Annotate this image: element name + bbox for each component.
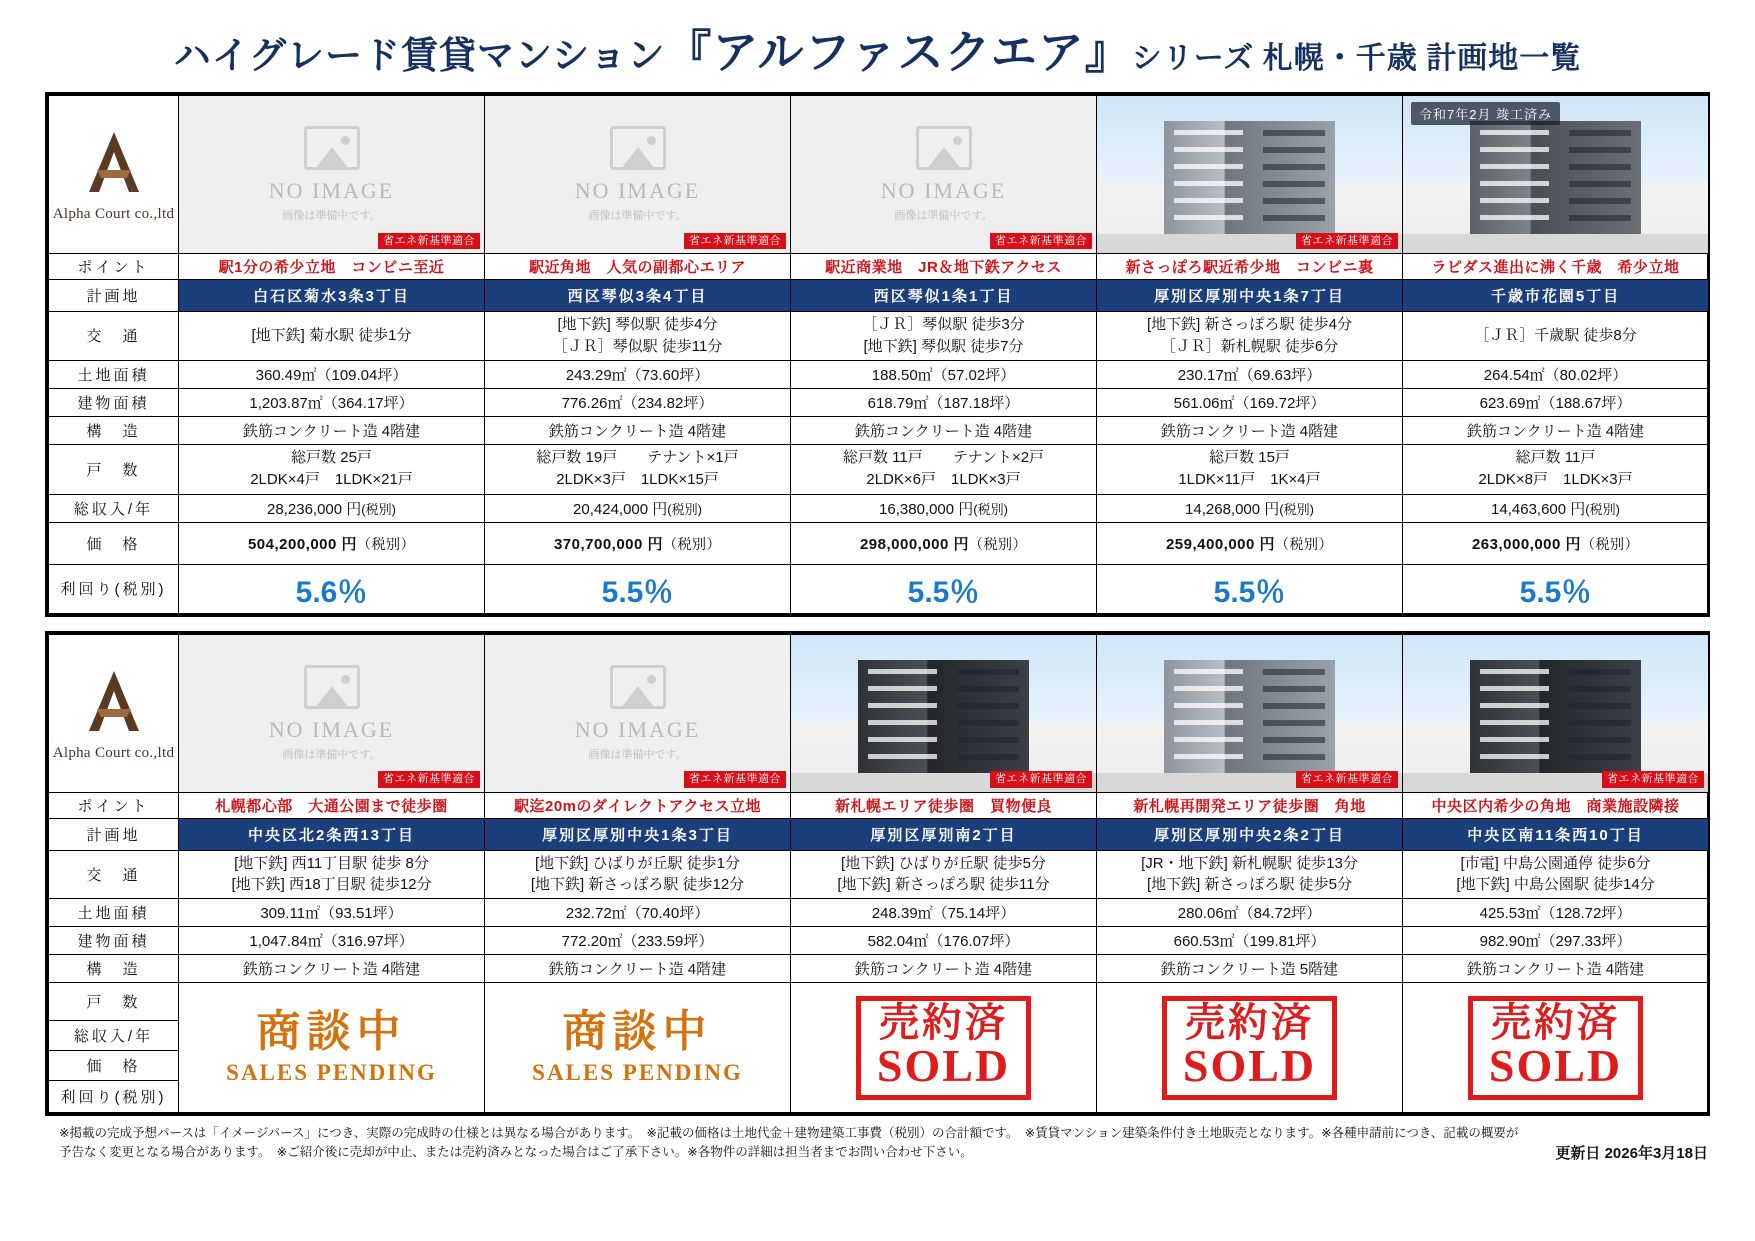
eco-badge: 省エネ新基準適合 — [1602, 771, 1704, 787]
no-image-title: NO IMAGE — [880, 178, 1007, 203]
row-label-income: 総収入/年 — [49, 494, 179, 522]
plan-10: 中央区南11条西10丁目 — [1403, 818, 1709, 850]
company-logo — [49, 96, 179, 254]
building-6: 1,047.84㎡（316.97坪） — [179, 927, 485, 955]
eco-badge: 省エネ新基準適合 — [378, 771, 480, 787]
point-3: 駅近商業地 JR＆地下鉄アクセス — [791, 254, 1097, 280]
income-3 — [791, 494, 1097, 522]
property-image-3 — [791, 96, 1097, 254]
property-image-10 — [1403, 634, 1709, 792]
price-value: 298,000,000 円 — [859, 535, 970, 553]
units-detail: 2LDK×4戸 1LDK×21戸 — [250, 471, 413, 488]
access-6 — [179, 850, 485, 899]
yield-1 — [179, 564, 485, 613]
yield-row — [49, 564, 1709, 613]
building-1: 1,203.87㎡（364.17坪） — [179, 388, 485, 416]
image-row — [49, 634, 1709, 792]
row-label-point: ポイント — [49, 254, 179, 280]
land-area-row — [49, 360, 1709, 388]
building-area-row — [49, 388, 1709, 416]
title-part-2: 『アルファスクエア』 — [665, 27, 1132, 78]
income-row — [49, 494, 1709, 522]
eco-badge: 省エネ新基準適合 — [684, 233, 786, 249]
image-placeholder-icon — [916, 126, 972, 170]
income-value: 14,268,000 円 — [1185, 500, 1280, 518]
price-row — [49, 522, 1709, 564]
land-5: 264.54㎡（80.02坪） — [1403, 360, 1709, 388]
price-value: 263,000,000 円 — [1471, 535, 1582, 553]
row-label-price: 価 格 — [49, 522, 179, 564]
land-area-row — [49, 899, 1709, 927]
land-10: 425.53㎡（128.72坪） — [1403, 899, 1709, 927]
property-table-top — [45, 92, 1710, 617]
units-5 — [1403, 444, 1709, 494]
structure-3: 鉄筋コンクリート造 4階建 — [791, 416, 1097, 444]
income-tax: (税別) — [973, 501, 1008, 517]
point-6: 札幌都心部 大通公園まで徒歩圏 — [179, 792, 485, 818]
units-row — [49, 983, 1709, 1021]
price-value: 370,700,000 円 — [553, 535, 664, 553]
land-4: 230.17㎡（69.63坪） — [1097, 360, 1403, 388]
units-4 — [1097, 444, 1403, 494]
income-tax: (税別) — [1585, 501, 1620, 517]
structure-6: 鉄筋コンクリート造 4階建 — [179, 955, 485, 983]
yield-value: 5.6 — [295, 575, 338, 609]
row-label-income: 総収入/年 — [49, 1021, 179, 1051]
access-8 — [791, 850, 1097, 899]
eco-badge: 省エネ新基準適合 — [990, 771, 1092, 787]
property-image-6 — [179, 634, 485, 792]
building-area-row — [49, 927, 1709, 955]
row-label-units: 戸 数 — [49, 444, 179, 494]
image-placeholder-icon — [610, 126, 666, 170]
units-total: 総戸数 19戸 テナント×1戸 — [536, 449, 739, 467]
structure-10: 鉄筋コンクリート造 4階建 — [1403, 955, 1709, 983]
no-image-sub: 画像は準備中です。 — [894, 210, 993, 222]
row-label-yield: 利回り(税別) — [49, 1081, 179, 1113]
building-3: 618.79㎡（187.18坪） — [791, 388, 1097, 416]
completed-badge: 令和7年2月 竣工済み — [1411, 102, 1560, 125]
row-label-access: 交 通 — [49, 312, 179, 361]
plan-5: 千歳市花園5丁目 — [1403, 280, 1709, 312]
access-line: ［ＪＲ］千歳駅 徒歩8分 — [1474, 326, 1637, 344]
income-1 — [179, 494, 485, 522]
units-2 — [485, 444, 791, 494]
access-3 — [791, 312, 1097, 361]
plan-7: 厚別区厚別中央1条3丁目 — [485, 818, 791, 850]
access-10 — [1403, 850, 1709, 899]
sales-pending-stamp — [532, 1009, 743, 1085]
sold-jp: 売約済 — [1490, 999, 1620, 1045]
yield-5 — [1403, 564, 1709, 613]
property-image-7 — [485, 634, 791, 792]
access-line: [地下鉄] 西18丁目駅 徒歩12分 — [231, 876, 432, 894]
yield-4 — [1097, 564, 1403, 613]
land-3: 188.50㎡（57.02坪） — [791, 360, 1097, 388]
land-1: 360.49㎡（109.04坪） — [179, 360, 485, 388]
income-5 — [1403, 494, 1709, 522]
plan-9: 厚別区厚別中央2条2丁目 — [1097, 818, 1403, 850]
building-5: 623.69㎡（188.67坪） — [1403, 388, 1709, 416]
income-value: 14,463,600 円 — [1491, 500, 1586, 518]
land-9: 280.06㎡（84.72坪） — [1097, 899, 1403, 927]
eco-badge: 省エネ新基準適合 — [378, 233, 480, 249]
sold-en: SOLD — [876, 1039, 1011, 1091]
point-10: 中央区内希少の角地 商業施設隣接 — [1403, 792, 1709, 818]
yield-unit: ％ — [1255, 575, 1286, 609]
property-image-9 — [1097, 634, 1403, 792]
sold-en: SOLD — [1182, 1039, 1317, 1091]
structure-7: 鉄筋コンクリート造 4階建 — [485, 955, 791, 983]
plan-3: 西区琴似1条1丁目 — [791, 280, 1097, 312]
units-row — [49, 444, 1709, 494]
income-4 — [1097, 494, 1403, 522]
structure-row — [49, 416, 1709, 444]
access-line: [JR・地下鉄] 新札幌駅 徒歩13分 — [1141, 854, 1358, 872]
alpha-logo-icon — [77, 665, 151, 739]
property-image-4 — [1097, 96, 1403, 254]
access-line: ［ＪＲ］琴似駅 徒歩3分 — [862, 316, 1025, 333]
sold-stamp — [1162, 996, 1337, 1100]
status-9 — [1097, 983, 1403, 1113]
yield-unit: ％ — [1561, 575, 1592, 609]
price-value: 259,400,000 円 — [1165, 535, 1276, 553]
access-line: [地下鉄] ひばりが丘駅 徒歩5分 — [840, 854, 1046, 872]
access-line: [地下鉄] 新さっぽろ駅 徒歩4分 — [1146, 316, 1352, 333]
access-2 — [485, 312, 791, 361]
price-1 — [179, 522, 485, 564]
status-10 — [1403, 983, 1709, 1113]
row-label-building: 建物面積 — [49, 388, 179, 416]
land-7: 232.72㎡（70.40坪） — [485, 899, 791, 927]
price-value: 504,200,000 円 — [247, 535, 358, 553]
access-row — [49, 312, 1709, 361]
access-4 — [1097, 312, 1403, 361]
access-1 — [179, 312, 485, 361]
units-detail: 2LDK×3戸 1LDK×15戸 — [556, 471, 719, 488]
access-line: [地下鉄] 中島公園駅 徒歩14分 — [1456, 876, 1655, 894]
land-8: 248.39㎡（75.14坪） — [791, 899, 1097, 927]
access-5 — [1403, 312, 1709, 361]
eco-badge: 省エネ新基準適合 — [1296, 233, 1398, 249]
access-line: [地下鉄] 琴似駅 徒歩7分 — [863, 337, 1024, 355]
footer-notes — [45, 1124, 1710, 1163]
image-placeholder-icon — [304, 665, 360, 709]
no-image-title: NO IMAGE — [574, 178, 701, 203]
structure-9: 鉄筋コンクリート造 5階建 — [1097, 955, 1403, 983]
plan-4: 厚別区厚別中央1条7丁目 — [1097, 280, 1403, 312]
logo-text: Alpha Court co.,ltd — [52, 206, 175, 222]
land-2: 243.29㎡（73.60坪） — [485, 360, 791, 388]
structure-5: 鉄筋コンクリート造 4階建 — [1403, 416, 1709, 444]
no-image-sub: 画像は準備中です。 — [588, 210, 687, 222]
company-logo — [49, 634, 179, 792]
plan-1: 白石区菊水3条3丁目 — [179, 280, 485, 312]
point-8: 新札幌エリア徒歩圏 買物便良 — [791, 792, 1097, 818]
price-5 — [1403, 522, 1709, 564]
point-4: 新さっぽろ駅近希少地 コンビニ裏 — [1097, 254, 1403, 280]
units-1 — [179, 444, 485, 494]
plan-row — [49, 280, 1709, 312]
price-3 — [791, 522, 1097, 564]
access-line: [地下鉄] 西11丁目駅 徒歩 8分 — [234, 854, 429, 872]
units-3 — [791, 444, 1097, 494]
yield-unit: ％ — [337, 575, 368, 609]
property-image-2 — [485, 96, 791, 254]
status-7 — [485, 983, 791, 1113]
row-label-land: 土地面積 — [49, 899, 179, 927]
yield-value: 5.5 — [1213, 575, 1256, 609]
structure-2: 鉄筋コンクリート造 4階建 — [485, 416, 791, 444]
sales-pending-en: SALES PENDING — [532, 1059, 743, 1085]
sales-pending-stamp — [226, 1009, 437, 1085]
yield-value: 5.5 — [601, 575, 644, 609]
row-label-land: 土地面積 — [49, 360, 179, 388]
income-value: 20,424,000 円 — [573, 500, 668, 518]
image-placeholder-icon — [610, 665, 666, 709]
yield-3 — [791, 564, 1097, 613]
structure-row — [49, 955, 1709, 983]
row-label-plan: 計画地 — [49, 818, 179, 850]
price-2 — [485, 522, 791, 564]
income-tax: (税別) — [667, 501, 702, 517]
sold-en: SOLD — [1488, 1039, 1623, 1091]
image-row — [49, 96, 1709, 254]
units-total: 総戸数 15戸 — [1209, 449, 1290, 467]
row-label-structure: 構 造 — [49, 955, 179, 983]
access-line: [市電] 中島公園通停 徒歩6分 — [1460, 854, 1651, 872]
no-image-sub: 画像は準備中です。 — [282, 748, 381, 761]
access-row — [49, 850, 1709, 899]
building-8: 582.04㎡（176.07坪） — [791, 927, 1097, 955]
plan-2: 西区琴似3条4丁目 — [485, 280, 791, 312]
yield-value: 5.5 — [907, 575, 950, 609]
income-tax: (税別) — [1279, 501, 1314, 517]
access-7 — [485, 850, 791, 899]
income-2 — [485, 494, 791, 522]
yield-unit: ％ — [643, 575, 674, 609]
price-4 — [1097, 522, 1403, 564]
point-7: 駅迄20mのダイレクトアクセス立地 — [485, 792, 791, 818]
plan-6: 中央区北2条西13丁目 — [179, 818, 485, 850]
access-line: [地下鉄] 新さっぽろ駅 徒歩11分 — [837, 876, 1050, 894]
units-total: 総戸数 25戸 — [291, 449, 372, 467]
access-9 — [1097, 850, 1403, 899]
building-2: 776.26㎡（234.82坪） — [485, 388, 791, 416]
units-detail: 2LDK×6戸 1LDK×3戸 — [866, 471, 1021, 488]
property-image-1 — [179, 96, 485, 254]
image-placeholder-icon — [304, 126, 360, 170]
sold-jp: 売約済 — [878, 999, 1008, 1045]
income-tax: (税別) — [361, 501, 396, 517]
status-6 — [179, 983, 485, 1113]
eco-badge: 省エネ新基準適合 — [684, 771, 786, 787]
price-tax: （税別） — [663, 535, 722, 552]
price-tax: （税別） — [357, 535, 416, 552]
yield-2 — [485, 564, 791, 613]
yield-unit: ％ — [949, 575, 980, 609]
point-2: 駅近角地 人気の副都心エリア — [485, 254, 791, 280]
access-line: [地下鉄] 新さっぽろ駅 徒歩5分 — [1146, 876, 1352, 894]
building-7: 772.20㎡（233.59坪） — [485, 927, 791, 955]
property-image-8 — [791, 634, 1097, 792]
property-table-bottom — [45, 631, 1710, 1117]
alpha-logo-icon — [77, 126, 151, 200]
point-9: 新札幌再開発エリア徒歩圏 角地 — [1097, 792, 1403, 818]
access-line: ［ＪＲ］新札幌駅 徒歩6分 — [1160, 337, 1339, 355]
title-part-3: シリーズ 札幌・千歳 計画地一覧 — [1131, 42, 1582, 75]
units-total: 総戸数 11戸 — [1515, 449, 1596, 467]
units-detail: 1LDK×11戸 1K×4戸 — [1178, 471, 1321, 488]
structure-4: 鉄筋コンクリート造 4階建 — [1097, 416, 1403, 444]
row-label-building: 建物面積 — [49, 927, 179, 955]
land-6: 309.11㎡（93.51坪） — [179, 899, 485, 927]
eco-badge: 省エネ新基準適合 — [990, 233, 1092, 249]
no-image-sub: 画像は準備中です。 — [588, 748, 687, 761]
price-tax: （税別） — [1275, 535, 1334, 552]
sales-pending-jp: 商談中 — [256, 1007, 407, 1057]
title-part-1: ハイグレード賃貸マンション — [173, 36, 666, 77]
status-8 — [791, 983, 1097, 1113]
access-line: [地下鉄] ひばりが丘駅 徒歩1分 — [534, 854, 740, 872]
disclaimer-text: ※掲載の完成予想パースは「イメージパース」につき、実際の完成時の仕様とは異なる場合があります。 ※記載の価格は土地代金＋建物建築工事費（税別）の合計額です。 ※賃貸マンション建築条件付き土地販売となります。※各種申請前につき、記載の概要が予告なく変更となる場合があります。 ※ご紹介後に売却が中止、または売約済みとなった場合はご了承下さい。※各物件の詳細は担当者までお問い合わせ下さい。 — [59, 1126, 1519, 1160]
point-1: 駅1分の希少立地 コンビニ至近 — [179, 254, 485, 280]
access-line: [地下鉄] 新さっぽろ駅 徒歩12分 — [530, 876, 745, 894]
point-row — [49, 254, 1709, 280]
price-tax: （税別） — [1581, 535, 1640, 552]
plan-8: 厚別区厚別南2丁目 — [791, 818, 1097, 850]
units-detail: 2LDK×8戸 1LDK×3戸 — [1478, 471, 1633, 488]
units-total: 総戸数 11戸 テナント×2戸 — [842, 449, 1045, 467]
sold-jp: 売約済 — [1184, 999, 1314, 1045]
sales-pending-jp: 商談中 — [562, 1007, 713, 1057]
row-label-plan: 計画地 — [49, 280, 179, 312]
page-title — [0, 0, 1755, 92]
structure-8: 鉄筋コンクリート造 4階建 — [791, 955, 1097, 983]
building-10: 982.90㎡（297.33坪） — [1403, 927, 1709, 955]
sold-stamp — [856, 996, 1031, 1100]
no-image-sub: 画像は準備中です。 — [282, 210, 381, 222]
point-5: ラピダス進出に沸く千歳 希少立地 — [1403, 254, 1709, 280]
sold-stamp — [1468, 996, 1643, 1100]
row-label-yield: 利回り(税別) — [49, 564, 179, 613]
row-label-price: 価 格 — [49, 1051, 179, 1081]
updated-date: 更新日 2026年3月18日 — [1555, 1144, 1708, 1162]
plan-row — [49, 818, 1709, 850]
row-label-point: ポイント — [49, 792, 179, 818]
access-line: [地下鉄] 菊水駅 徒歩1分 — [251, 326, 412, 344]
building-4: 561.06㎡（169.72坪） — [1097, 388, 1403, 416]
structure-1: 鉄筋コンクリート造 4階建 — [179, 416, 485, 444]
point-row — [49, 792, 1709, 818]
access-line: ［ＪＲ］琴似駅 徒歩11分 — [552, 337, 723, 355]
no-image-title: NO IMAGE — [574, 716, 701, 742]
no-image-title: NO IMAGE — [268, 716, 395, 742]
row-label-units: 戸 数 — [49, 983, 179, 1021]
row-label-structure: 構 造 — [49, 416, 179, 444]
income-value: 28,236,000 円 — [267, 500, 362, 518]
row-label-access: 交 通 — [49, 850, 179, 899]
income-value: 16,380,000 円 — [879, 500, 974, 518]
sales-pending-en: SALES PENDING — [226, 1059, 437, 1085]
yield-value: 5.5 — [1519, 575, 1562, 609]
property-image-5 — [1403, 96, 1709, 254]
no-image-title: NO IMAGE — [268, 178, 395, 203]
logo-text: Alpha Court co.,ltd — [52, 744, 175, 761]
eco-badge: 省エネ新基準適合 — [1296, 771, 1398, 787]
access-line: [地下鉄] 琴似駅 徒歩4分 — [557, 316, 718, 333]
building-9: 660.53㎡（199.81坪） — [1097, 927, 1403, 955]
price-tax: （税別） — [969, 535, 1028, 552]
